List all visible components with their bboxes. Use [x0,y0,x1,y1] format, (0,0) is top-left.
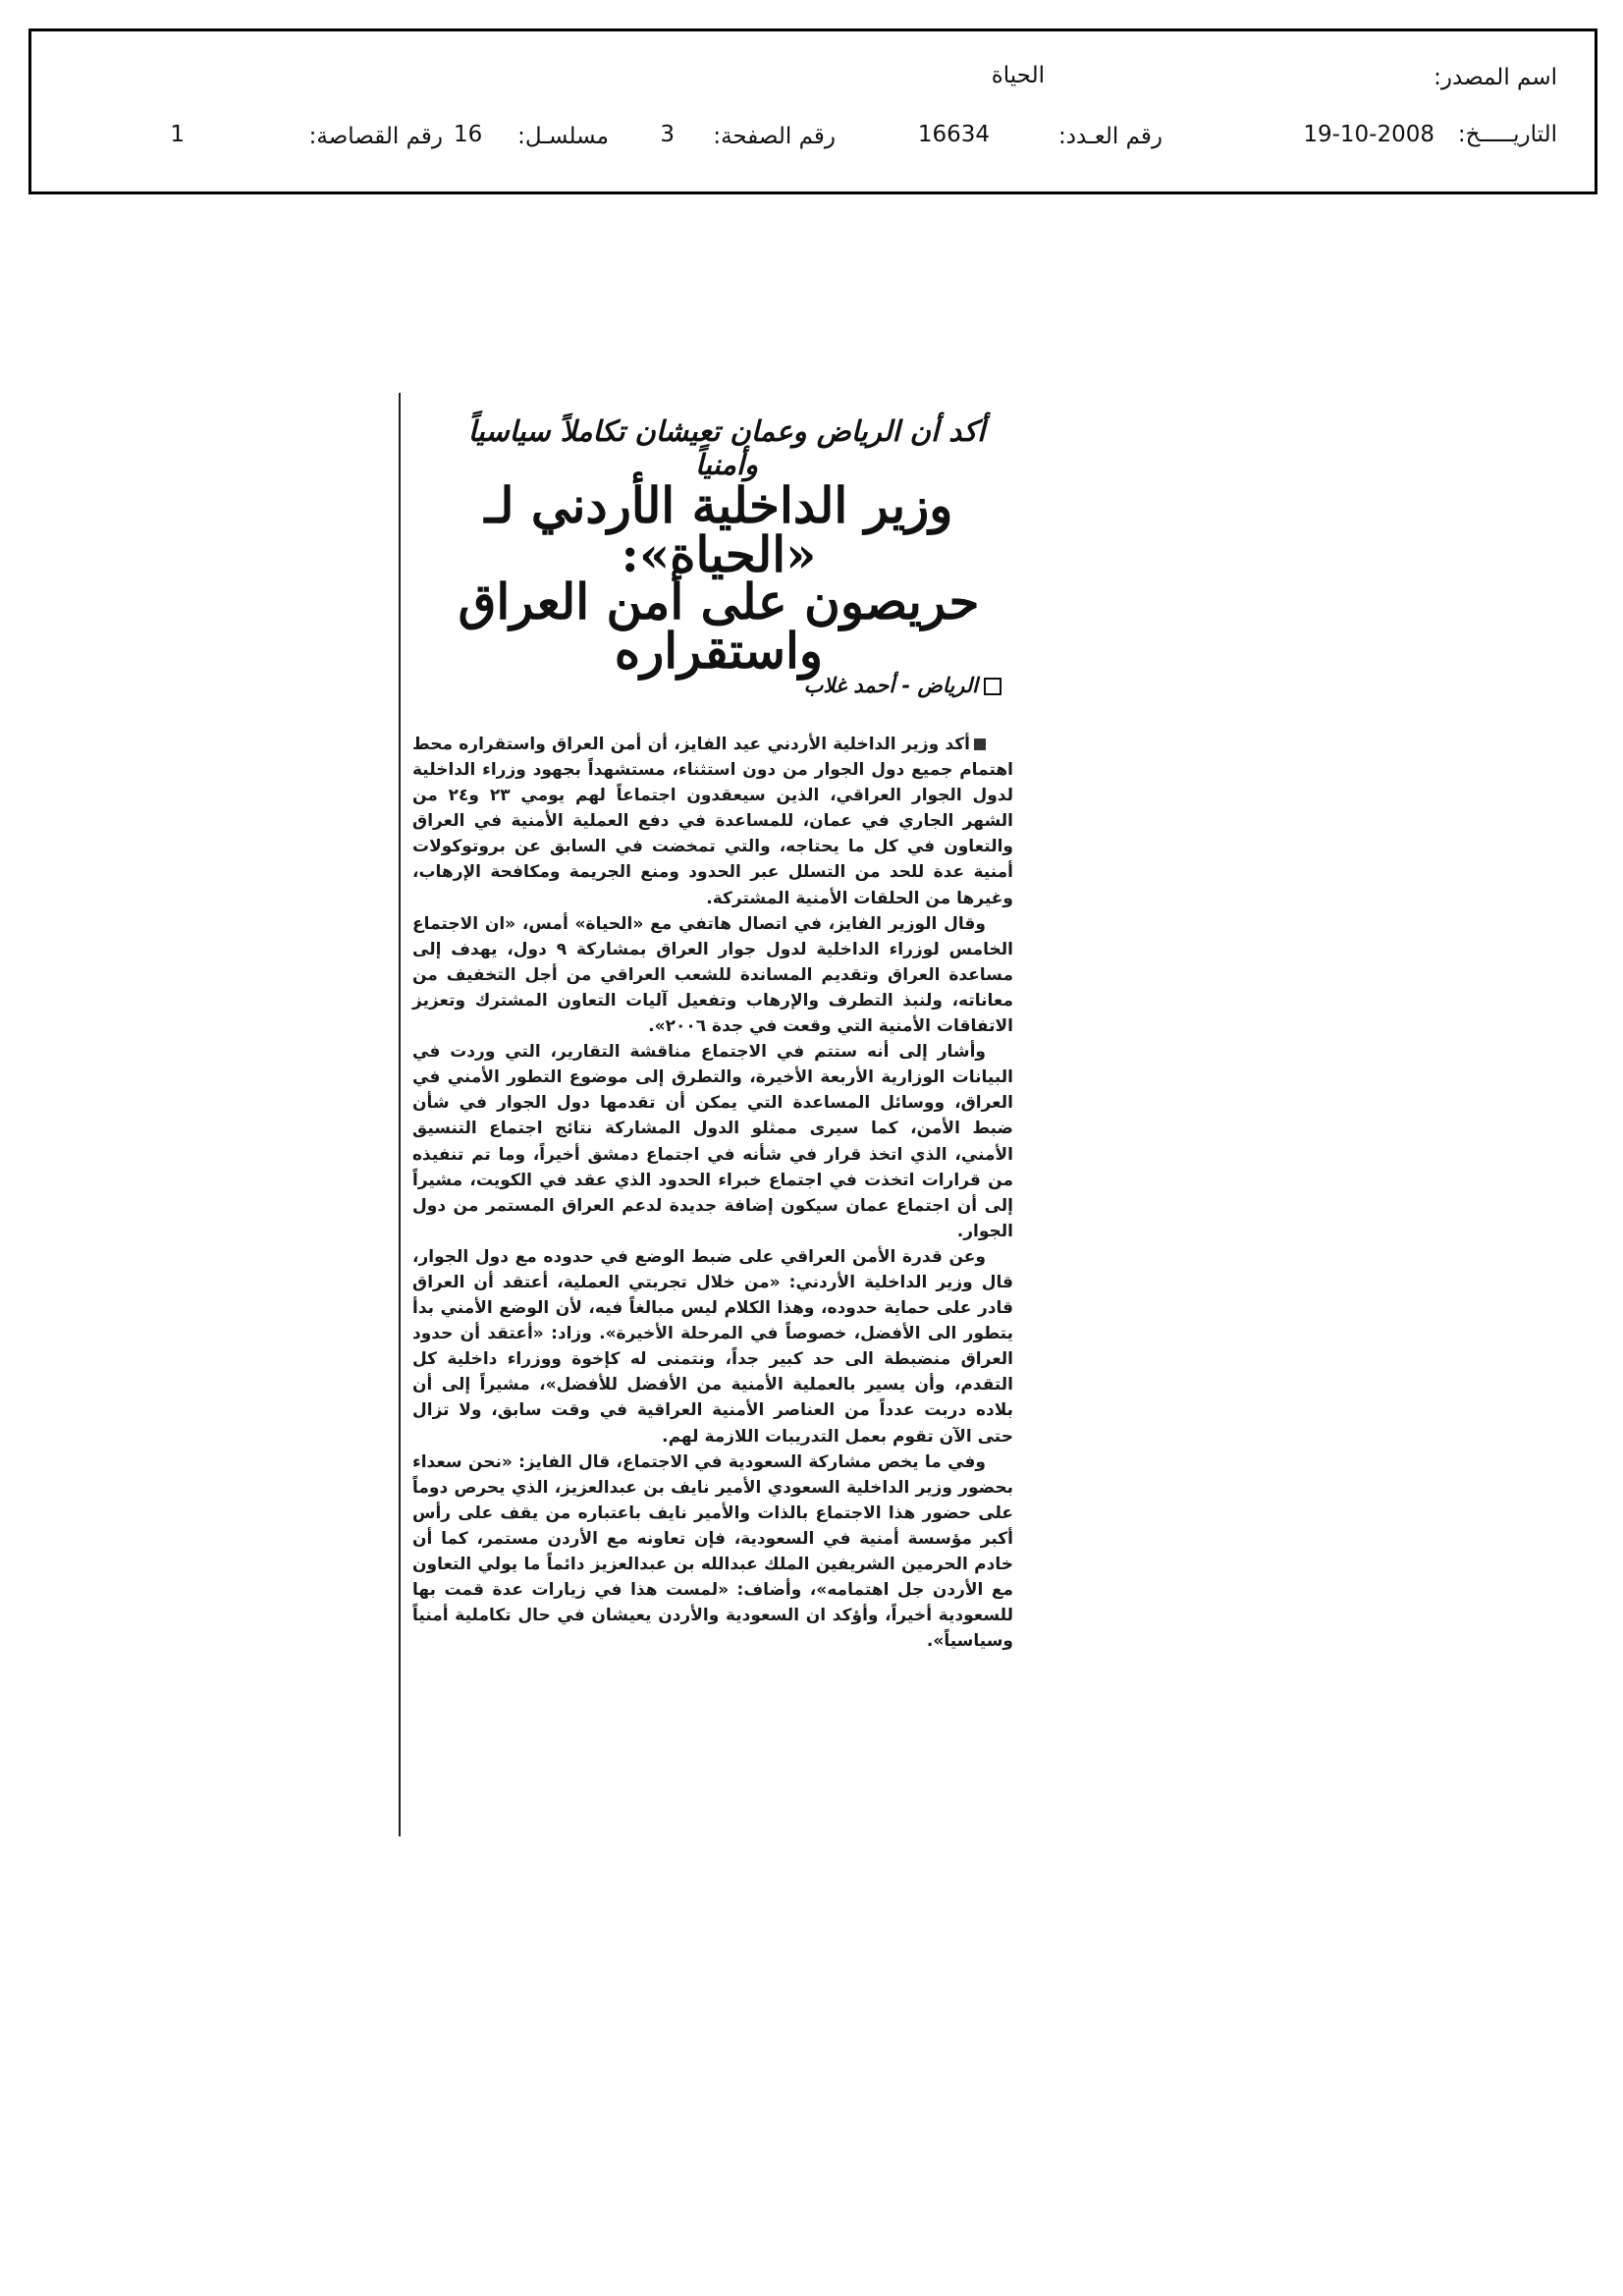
article-headline-line-2: حريصون على أمن العراق واستقراره [458,573,980,680]
article-headline-line-1: وزير الداخلية الأردني لـ «الحياة»: [484,476,953,583]
date-label: التاريـــــخ: [1457,122,1557,147]
source-value: الحياة [991,63,1045,88]
page-value: 3 [660,122,675,147]
page-label: رقم الصفحة: [713,124,836,149]
lead-square-icon [974,738,986,750]
article-paragraph: وقال الوزير الفايز، في اتصال هاتفي مع «الحياة» أمس، «ان الاجتماع الخامس لوزراء الداخلية لدول جوار العراق بمشاركة ٩ دول، يهدف إلى مساعدة العراق وتقديم المساندة للشعب العراقي من أجل التخفيف من معاناته، ولنبذ التطرف والإرهاب وتفعيل آليات التعاون المشترك وتعزيز الاتفاقات الأمنية التي وقعت في جدة ٢٠٠٦». [412,913,1013,1037]
issue-value: 16634 [917,122,990,147]
article-paragraph: وأشار إلى أنه ستتم في الاجتماع مناقشة التقارير، التي وردت في البيانات الوزارية الأربعة الأخيرة، والتطرق إلى موضوع التطور الأمني في العراق، ووسائل المساعدة التي يمكن أن تقدمها دول الجوار في شأن ضبط الأمن، كما سيرى ممثلو الدول المشاركة نتائج اجتماع التنسيق الأمني، الذي اتخذ قرار في شأنه في اجتماع دمشق أخيراً، وما تم تنفيذه من قرارات اتخذت في اجتماع خبراء الحدود الذي عقد في الكويت، مشيراً إلى أن اجتماع عمان سيكون إضافة جديدة لدعم العراق المستمر من دول الجوار. [412,1042,1013,1241]
byline-box-icon [984,678,1001,695]
clip-value: 1 [170,122,185,147]
article-kicker: أكد أن الرياض وعمان تعيشان تكاملاً سياسياً وأمنياً [467,414,986,481]
newspaper-clipping [393,393,1021,1836]
serial-label: مسلسـل: [517,124,609,149]
article-paragraph: وعن قدرة الأمن العراقي على ضبط الوضع في حدوده مع دول الجوار، قال وزير الداخلية الأردني: «من خلال تجربتي العملية، أعتقد أن العراق قادر على حماية حدوده، وهذا الكلام ليس مبالغاً فيه، لأن الوضع الأمني بدأ يتطور الى الأفضل، خصوصاً في المرحلة الأخيرة». وزاد: «أعتقد أن حدود العراق منضبطة الى حد كبير جداً، ونتمنى له كإخوة ووزراء داخلية كل التقدم، وأن يسير بالعملية الأمنية من الأفضل للأفضل»، مشيراً إلى أن بلاده دربت عدداً من العناصر الأمنية العراقية في وقت سابق، ولا تزال حتى الآن تقوم بعمل التدريبات اللازمة لهم. [412,1246,1013,1447]
date-value: 19-10-2008 [1303,122,1434,147]
article-paragraph: أكد وزير الداخلية الأردني عيد الفايز، أن أمن العراق واستقراره محط اهتمام جميع دول الجوار من دون استثناء، مستشهداً بجهود وزراء الداخلية لدول الجوار العراقي، الذين سيعقدون اجتماعاً لهم يومي ٢٣ و٢٤ من الشهر الجاري في عمان، للمساعدة في دفع العملية الأمنية في العراق والتعاون في كل ما يحتاجه، والتي تمخضت في السابق عن بروتوكولات أمنية عدة للحد من التسلل عبر الحدود ومنع الجريمة ومكافحة الإرهاب، وغيرها من الحلقات الأمنية المشتركة. [412,735,1013,908]
issue-label: رقم العـدد: [1057,124,1163,149]
article-body [412,732,1013,1654]
article-paragraph: وفي ما يخص مشاركة السعودية في الاجتماع، قال الفايز: «نحن سعداء بحضور وزير الداخلية السعودي الأمير نايف بن عبدالعزيز، الذي يحرص دوماً على حضور هذا الاجتماع بالذات والأمير نايف باعتباره من يقف على رأس أكبر مؤسسة أمنية في السعودية، فإن تعاونه مع الأردن مستمر، كما أن خادم الحرمين الشريفين الملك عبدالله بن عبدالعزيز دائماً ما يولي التعاون مع الأردن جل اهتمامه»، وأضاف: «لمست هذا في زيارات عدة قمت بها للسعودية أخيراً، وأؤكد ان السعودية والأردن يعيشان في حال تكاملية أمنياً وسياسياً». [412,1451,1013,1652]
clipping-header [28,28,1597,194]
byline-text: الرياض - أحمد غلاب [803,674,978,697]
serial-value: 16 [454,122,483,147]
column-rule [399,393,401,1836]
source-label: اسم المصدر: [1434,65,1557,90]
article-byline [804,674,1001,697]
clip-label: رقم القصاصة: [308,124,443,149]
